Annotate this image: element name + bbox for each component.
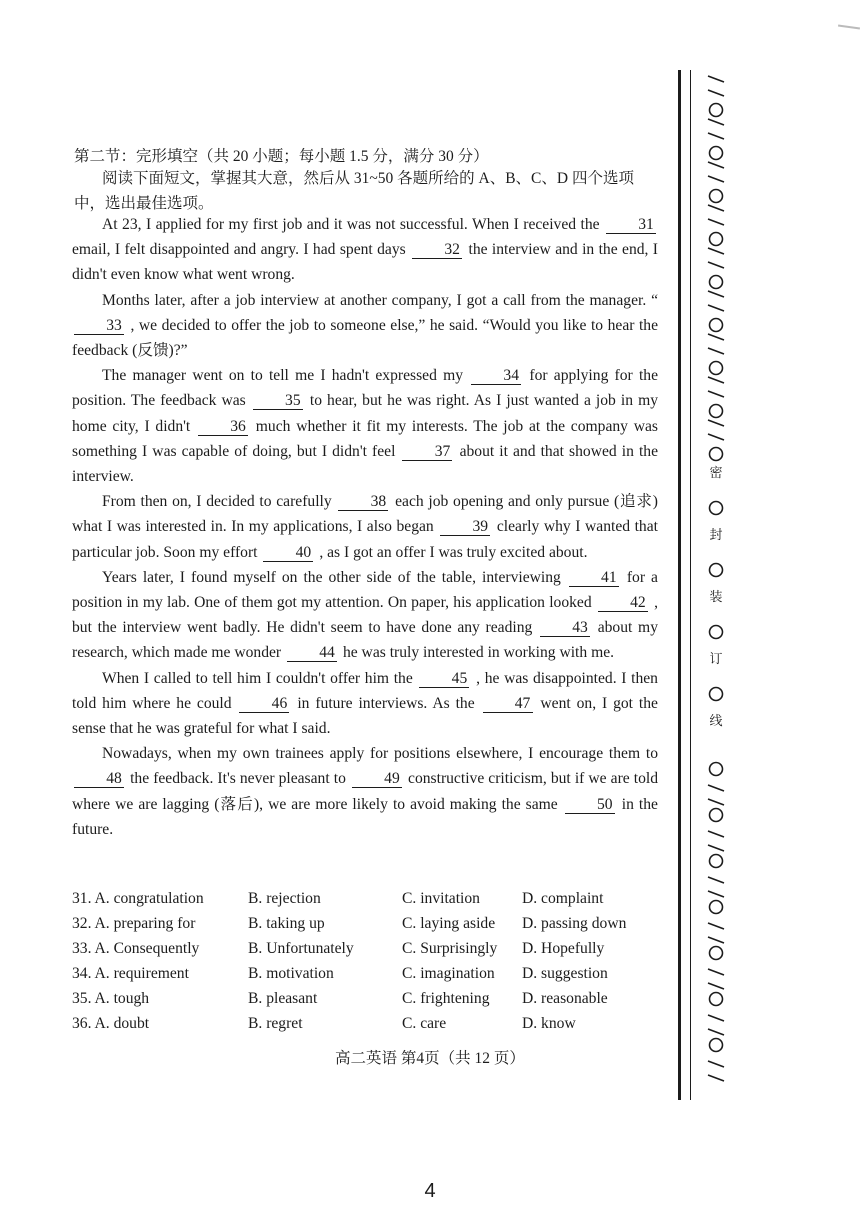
binding-circle [710, 190, 723, 203]
blank-39: 39 [440, 519, 490, 536]
passage-paragraph [72, 363, 658, 489]
option-choice: C. invitation [402, 889, 480, 907]
binding-slash [708, 983, 724, 989]
passage-text: about my research, which made me wonder [72, 619, 658, 662]
passage-paragraph [72, 741, 658, 842]
blank-45: 45 [419, 671, 469, 688]
passage-text: email, I felt disappointed and angry. I had spent days [72, 241, 406, 259]
blank-32: 32 [412, 242, 462, 259]
blank-49: 49 [352, 771, 402, 788]
passage-text: When I called to tell him I couldn't offer him the [102, 669, 413, 687]
binding-circle [710, 947, 723, 960]
passage-text: clearly why I wanted that particular job. Soon my effort [72, 518, 658, 561]
passage-text: , he was disappointed. I then told him where he could [72, 669, 658, 712]
binding-slash [708, 391, 724, 397]
blank-38: 38 [338, 494, 388, 511]
passage-text: , but the interview went badly. He didn't seem to have done any reading [72, 594, 658, 637]
option-choice: 31. A. congratulation [72, 889, 204, 907]
binding-label: 装 [709, 590, 723, 605]
binding-circle [710, 1039, 723, 1052]
option-choice: C. Surprisingly [402, 939, 498, 957]
passage-text: At 23, I applied for my first job and it was not successful. When I received the [102, 216, 600, 233]
blank-50: 50 [565, 797, 615, 814]
option-choice: 33. A. Consequently [72, 939, 200, 957]
binding-slash [708, 831, 724, 837]
option-choice: D. suggestion [522, 964, 608, 982]
cloze-passage [72, 212, 658, 842]
passage-paragraph [72, 212, 658, 288]
binding-margin [698, 70, 734, 1100]
option-row [72, 1011, 672, 1036]
binding-circle [710, 855, 723, 868]
option-choice: B. pleasant [248, 989, 318, 1007]
option-choice: B. regret [248, 1014, 303, 1032]
blank-48: 48 [74, 771, 124, 788]
passage-text: to hear, but he was right. As I just wanted a job in my home city, I didn't [72, 392, 658, 435]
blank-37: 37 [402, 444, 452, 461]
binding-slash [708, 205, 724, 211]
binding-slash [708, 219, 724, 225]
binding-circle [710, 319, 723, 332]
binding-slash [708, 937, 724, 943]
blank-36: 36 [198, 419, 248, 436]
passage-paragraph [72, 565, 658, 666]
binding-slash [708, 1015, 724, 1021]
passage-text: in the future. [72, 795, 658, 838]
passage-text: constructive criticism, but if we are told where we are lagging (落后), we are more likely to avoid making the same [72, 770, 659, 813]
blank-33: 33 [74, 318, 124, 335]
passage-text: for applying for the position. The feedback was [72, 367, 658, 410]
option-row [72, 886, 672, 911]
option-choice: 35. A. tough [72, 989, 150, 1007]
binding-slash [708, 785, 724, 791]
option-choice: C. frightening [402, 989, 490, 1007]
option-choice: B. rejection [248, 889, 321, 907]
section-header: 第二节：完形填空（共 20 小题；每小题 1.5 分，满分 30 分） [74, 148, 489, 165]
page-corner-mark [838, 24, 860, 29]
passage-text: for a position in my lab. One of them got my attention. On paper, his application looked [72, 568, 658, 612]
passage-text: the feedback. It's never pleasant to [130, 770, 346, 788]
binding-circle [710, 502, 723, 515]
binding-circle [710, 276, 723, 289]
option-row [72, 961, 672, 986]
passage-text: each job opening and only pursue (追求) what I was interested in. In my applications, I also began [72, 493, 658, 536]
option-choice: B. motivation [248, 964, 334, 982]
passage-text: in future interviews. As the [297, 694, 475, 712]
option-choice: D. reasonable [522, 989, 608, 1007]
binding-slash [708, 119, 724, 125]
binding-slash [708, 90, 724, 96]
option-choice: D. know [522, 1014, 576, 1032]
binding-slash [708, 1061, 724, 1067]
binding-circle [710, 104, 723, 117]
option-choice: 34. A. requirement [72, 964, 189, 982]
instructions-text: 阅读下面短文，掌握其大意，然后从 31~50 各题所给的 A、B、C、D 四个选项中，选出最佳选项。 [74, 170, 634, 212]
passage-text: Years later, I found myself on the other side of the table, interviewing [102, 568, 561, 586]
binding-slash [708, 434, 724, 440]
binding-line-thick [678, 70, 681, 1100]
binding-slash [708, 891, 724, 897]
binding-circle [710, 233, 723, 246]
binding-circle [710, 362, 723, 375]
binding-slash [708, 420, 724, 426]
binding-slash [708, 291, 724, 297]
binding-slash [708, 176, 724, 182]
binding-circle [710, 993, 723, 1006]
binding-slash [708, 877, 724, 883]
binding-slash [708, 1029, 724, 1035]
blank-41: 41 [569, 570, 619, 587]
binding-circle [710, 809, 723, 822]
passage-paragraph [72, 666, 658, 742]
blank-44: 44 [287, 645, 337, 662]
option-row [72, 911, 672, 936]
blank-42: 42 [598, 595, 648, 612]
binding-slash [708, 334, 724, 340]
passage-paragraph [72, 489, 658, 565]
instructions [74, 166, 660, 216]
option-choice: D. passing down [522, 914, 627, 932]
passage-text: , as I got an offer I was truly excited about. [319, 543, 588, 561]
binding-circle [710, 448, 723, 461]
binding-slash [708, 76, 724, 82]
blank-34: 34 [471, 368, 521, 385]
binding-slash [708, 248, 724, 254]
passage-text: went on, I got the sense that he was grateful for what I said. [72, 694, 658, 738]
binding-slash [708, 923, 724, 929]
binding-circle [710, 405, 723, 418]
binding-slash [708, 799, 724, 805]
option-choice: 36. A. doubt [72, 1014, 150, 1032]
passage-text: much whether it fit my interests. The job at the company was something I was capable of doing, but I didn't feel [72, 417, 658, 460]
blank-35: 35 [253, 393, 303, 410]
page-number: 4 [424, 1180, 436, 1202]
blank-43: 43 [540, 620, 590, 637]
option-row [72, 936, 672, 961]
option-choice: C. imagination [402, 964, 495, 982]
binding-circle [710, 147, 723, 160]
blank-31: 31 [606, 217, 656, 234]
passage-text: about it and that showed in the interview. [72, 442, 659, 486]
binding-slash [708, 1075, 724, 1081]
binding-circle [710, 564, 723, 577]
binding-slash [708, 305, 724, 311]
binding-slash [708, 969, 724, 975]
binding-label: 线 [709, 714, 723, 729]
blank-46: 46 [239, 696, 289, 713]
passage-text: From then on, I decided to carefully [102, 493, 332, 511]
passage-text: , we decided to offer the job to someone else,” he said. “Would you like to hear the feedback (反馈)?” [72, 316, 658, 360]
binding-circle [710, 901, 723, 914]
option-row [72, 986, 672, 1011]
binding-label: 封 [709, 528, 723, 543]
binding-slash [708, 377, 724, 383]
answer-options [72, 886, 672, 1036]
option-choice: 32. A. preparing for [72, 914, 196, 932]
binding-label: 密 [709, 466, 723, 481]
binding-circle [710, 626, 723, 639]
binding-circle [710, 763, 723, 776]
binding-label: 订 [709, 652, 723, 667]
passage-text: Months later, after a job interview at another company, I got a call from the manager. “ [102, 291, 658, 309]
binding-slash [708, 845, 724, 851]
passage-text: the interview and in the end, I didn't even know what went wrong. [72, 241, 659, 284]
passage-text: The manager went on to tell me I hadn't expressed my [102, 367, 463, 385]
binding-slash [708, 162, 724, 168]
passage-text: he was truly interested in working with me. [342, 644, 615, 662]
passage-paragraph [72, 288, 658, 364]
option-choice: B. Unfortunately [248, 939, 354, 957]
binding-circle [710, 688, 723, 701]
passage-text: Nowadays, when my own trainees apply for positions elsewhere, I encourage them to [102, 745, 658, 763]
binding-slash [708, 262, 724, 268]
page-footer: 高二英语 第4页（共 12 页） [335, 1050, 525, 1067]
option-choice: D. complaint [522, 889, 604, 907]
option-choice: C. care [402, 1014, 447, 1032]
option-choice: B. taking up [248, 914, 325, 932]
blank-40: 40 [263, 545, 313, 562]
blank-47: 47 [483, 696, 533, 713]
binding-slash [708, 133, 724, 139]
binding-slash [708, 348, 724, 354]
option-choice: C. laying aside [402, 914, 496, 932]
option-choice: D. Hopefully [522, 939, 605, 957]
binding-line-thin [690, 70, 691, 1100]
